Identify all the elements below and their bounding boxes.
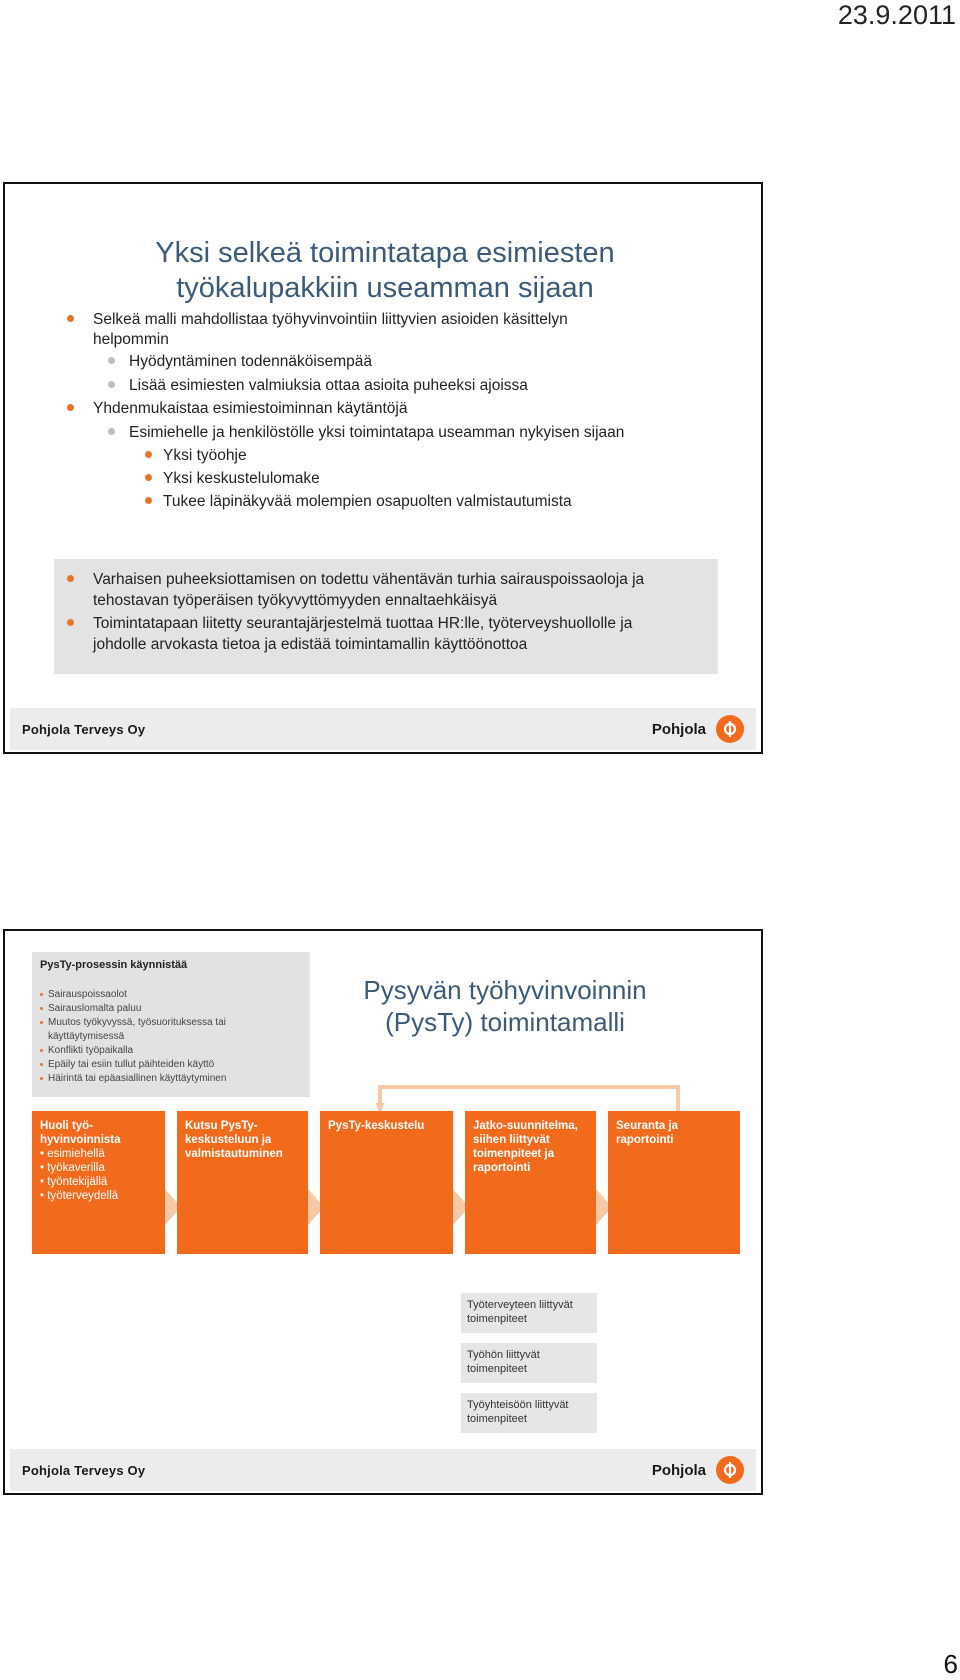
trigger-item: Sairauslomalta paluu [40, 1002, 141, 1015]
measure-box [461, 1343, 597, 1383]
step-invitation [177, 1111, 308, 1254]
step-title-line: Kutsu PysTy- [185, 1120, 258, 1132]
sub-sub-bullet-text: Yksi keskustelulomake [163, 470, 320, 487]
measure-line: toimenpiteet [467, 1413, 527, 1425]
slide-1-title [5, 236, 765, 306]
step-sub-item: • työterveydellä [40, 1190, 119, 1202]
slide-2-footer [10, 1449, 756, 1491]
trigger-item: Epäily tai esiin tullut päihteiden käyttö [40, 1058, 214, 1071]
step-title-line: Seuranta ja [616, 1120, 678, 1132]
step-follow-up-plan [465, 1111, 596, 1254]
highlight-box [54, 559, 718, 674]
slide-1-footer [10, 708, 756, 750]
bullet-dot [67, 575, 74, 582]
step-title-line: Huoli työ- [40, 1120, 94, 1132]
slide-1-title-line-2: työkalupakkiin useamman sijaan [176, 272, 594, 304]
box-bullet-text: Toimintatapaan liitetty seurantajärjestelmä tuottaa HR:lle, työterveyshuollolle ja [93, 615, 633, 632]
step-title-line: raportointi [473, 1162, 531, 1174]
pohjola-logo-icon [716, 715, 744, 743]
sub-bullet-dot [108, 357, 115, 364]
step-title-line: raportointi [616, 1134, 674, 1146]
trigger-item-continued: käyttäytymisessä [48, 1031, 125, 1042]
sub-bullet-text: Hyödyntäminen todennäköisempää [129, 353, 372, 370]
step-sub-item: • työntekijällä [40, 1176, 108, 1188]
step-title-line: siihen liittyvät [473, 1134, 550, 1146]
sub-sub-bullet-dot [145, 497, 152, 504]
step-title-line: PysTy-keskustelu [328, 1120, 425, 1132]
bullet-text: Yhdenmukaistaa esimiestoiminnan käytäntöjä [93, 400, 408, 417]
sub-bullet-text: Esimiehelle ja henkilöstölle yksi toimintatapa useamman nykyisen sijaan [129, 424, 625, 441]
box-bullet-text: Varhaisen puheeksiottamisen on todettu vähentävän turhia sairauspoissaoloja ja [93, 571, 645, 588]
bullet-dot [67, 619, 74, 626]
step-monitoring [608, 1111, 740, 1254]
step-title-line: keskusteluun ja [185, 1134, 272, 1146]
sub-bullet-dot [108, 381, 115, 388]
trigger-item: Konflikti työpaikalla [40, 1044, 133, 1057]
step-title-line: hyvinvoinnista [40, 1134, 121, 1146]
step-sub-item: • työkaverilla [40, 1162, 105, 1174]
measure-line: toimenpiteet [467, 1363, 527, 1375]
bullet-text: Selkeä malli mahdollistaa työhyvinvointiin liittyvien asioiden käsittelyn [93, 311, 568, 328]
bullet-text: helpommin [93, 331, 169, 348]
measure-box [461, 1293, 597, 1333]
measure-line: Työyhteisöön liittyvät [467, 1399, 569, 1411]
document-date: 23.9.2011 [837, 0, 956, 30]
footer-company: Pohjola Terveys Oy [22, 1462, 146, 1478]
sub-sub-bullet-dot [145, 474, 152, 481]
slide-1 [3, 182, 763, 754]
step-title-line: valmistautuminen [185, 1148, 283, 1160]
footer-brand-group [652, 1456, 744, 1484]
pohjola-logo-icon [716, 1456, 744, 1484]
slide-1-title-line-1: Yksi selkeä toimintatapa esimiesten [155, 237, 615, 269]
measure-line: Työterveyteen liittyvät [467, 1299, 573, 1311]
sub-bullet-dot [108, 428, 115, 435]
trigger-box [32, 952, 310, 1097]
slide-2-title [345, 974, 665, 1038]
slide-2 [3, 929, 763, 1495]
bullet-dot [67, 404, 74, 411]
slide-2-title-line-1: Pysyvän työhyvinvoinnin [363, 975, 647, 1005]
sub-sub-bullet-text: Yksi työohje [163, 447, 247, 464]
box-bullet-text: tehostavan työperäisen työkyvyttömyyden ennaltaehkäisyä [93, 592, 498, 609]
trigger-title: PysTy-prosessin käynnistää [40, 959, 188, 971]
step-title-line: Jatko-suunnitelma, [473, 1120, 578, 1132]
bullet-dot [67, 315, 74, 322]
feedback-loop-connector [375, 1083, 685, 1113]
trigger-item: Sairauspoissaolot [40, 988, 127, 1001]
trigger-item: Muutos työkyvyssä, työsuorituksessa tai [40, 1016, 226, 1029]
step-concern [32, 1111, 165, 1254]
step-sub-item: • esimiehellä [40, 1148, 105, 1160]
step-title-line: toimenpiteet ja [473, 1148, 555, 1160]
sub-bullet-text: Lisää esimiesten valmiuksia ottaa asioita puheeksi ajoissa [129, 377, 528, 394]
measure-line: toimenpiteet [467, 1313, 527, 1325]
trigger-item: Häirintä tai epäasiallinen käyttäytyminen [40, 1072, 226, 1085]
footer-brand: Pohjola [651, 1461, 706, 1479]
sub-sub-bullet-text: Tukee läpinäkyvää molempien osapuolten valmistautumista [163, 493, 572, 510]
step-discussion [320, 1111, 453, 1254]
footer-company: Pohjola Terveys Oy [22, 721, 146, 737]
sub-sub-bullet-dot [145, 451, 152, 458]
footer-brand: Pohjola [651, 720, 706, 738]
slide-2-title-line-2: (PysTy) toimintamalli [385, 1007, 625, 1037]
measure-box [461, 1393, 597, 1433]
measure-line: Työhön liittyvät [467, 1349, 540, 1361]
footer-brand-group [652, 715, 744, 743]
box-bullet-text: johdolle arvokasta tietoa ja edistää toimintamallin käyttöönottoa [93, 636, 528, 653]
page-number: 6 [943, 1649, 958, 1679]
